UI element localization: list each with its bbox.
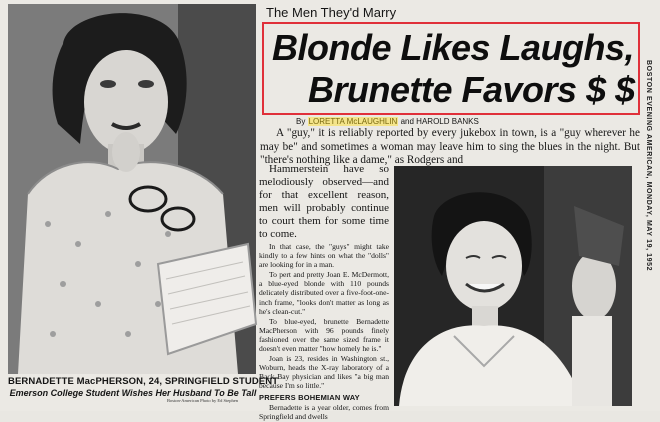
caption-name: BERNADETTE MacPHERSON, 24, SPRINGFIELD STUDENT xyxy=(8,376,279,387)
left-photo-caption xyxy=(8,376,279,403)
column-subhead: PREFERS BOHEMIAN WAY xyxy=(259,392,360,402)
byline-joiner: and xyxy=(400,117,414,126)
photo-credit: Boston-American Photo by Ed Stephen xyxy=(167,398,238,403)
column-paragraph: In that case, the "guys" might take kindly to a few hints on what the "dolls" are looking for in a man. xyxy=(259,242,389,270)
smiling-woman-image xyxy=(394,166,632,406)
byline-prefix: By xyxy=(296,117,306,126)
right-photo xyxy=(394,166,632,406)
column-paragraph: To pert and pretty Joan E. McDermott, a blue-eyed blonde with 110 pounds delicately distributed over a five-foot-one-inch frame, "looks don't matter as long as he's clean-cut." xyxy=(259,270,389,316)
lead-text: A "guy," it is reliably reported by every jukebox in town, is a "guy wherever he may be" and sometimes a woman may leave him to sing the blues in the night. But "there's nothing like a dame," as Rodgers and xyxy=(260,127,640,166)
column-first-paragraph: Hammerstein have so melodiously observed—and for that excellent reason, men will probably continue to court them for some time to come. xyxy=(259,163,389,240)
column-paragraph: Joan is 23, resides in Washington st., Woburn, heads the X-ray laboratory of a Back Bay physician and likes "a big man because I'm so little." xyxy=(259,354,389,391)
headline-line-2: Brunette Favors $ $ xyxy=(308,69,635,110)
headline-line-1: Blonde Likes Laughs, xyxy=(272,27,635,68)
left-photo xyxy=(8,4,256,374)
caption-subline: Emerson College Student Wishes Her Husband To Be Tall xyxy=(9,388,257,398)
column-paragraph: To blue-eyed, brunette Bernadette MacPherson with 96 pounds finely fashioned over the same sized frame it doesn't even matter "how homely he is." xyxy=(259,316,389,354)
kicker: The Men They'd Marry xyxy=(266,5,397,20)
article-column xyxy=(259,163,389,422)
lead-paragraph xyxy=(260,127,640,168)
byline-author-2: HAROLD BANKS xyxy=(416,117,479,126)
byline-author-1: LORETTA McLAUGHLIN xyxy=(308,117,398,126)
byline xyxy=(296,117,479,126)
edge-dateline xyxy=(640,60,654,360)
edge-dateline-text: BOSTON EVENING AMERICAN, MONDAY, MAY 19, 1952 xyxy=(645,60,652,272)
headline-box xyxy=(262,22,640,115)
woman-with-glasses-image xyxy=(8,4,256,374)
column-paragraph: Bernadette is a year older, comes from Springfield and dwells xyxy=(259,402,389,421)
